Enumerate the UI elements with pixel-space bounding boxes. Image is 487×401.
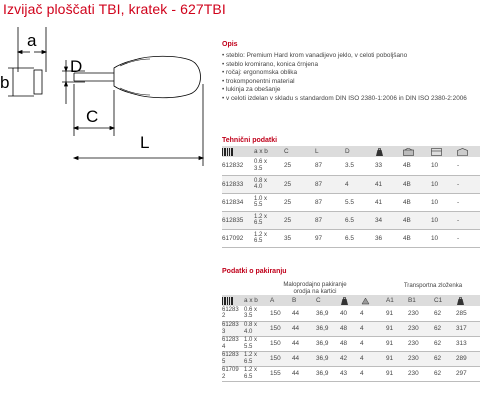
col-axb: a x b (254, 148, 268, 155)
group-retail-line2: orodja na kartici (293, 288, 337, 295)
cell-code-line2: 2 (222, 313, 226, 320)
col-c: C (316, 297, 321, 304)
cell-axb-a: 0.8 x (244, 322, 258, 329)
cell-package: 4B (403, 198, 411, 206)
page-title: Izvijač ploščati TBI, kratek - 627TBI (3, 1, 226, 17)
cell-a: 150 (270, 340, 281, 347)
label-L: L (140, 133, 150, 152)
barcode-icon (222, 295, 244, 306)
cell-c: 25 (284, 216, 292, 224)
cell-a1: 91 (386, 340, 394, 347)
description-list (222, 52, 484, 104)
cell-c: 35 (284, 234, 292, 242)
cell-c: 25 (284, 198, 292, 206)
cell-a: 150 (270, 309, 281, 317)
cell-code-line1: 61283 (222, 322, 239, 329)
list-item: • steblo: Premium Hard krom vanadijevo jeklo, v celoti poboljšano (222, 52, 408, 59)
cell-box: 10 (431, 180, 439, 188)
group-transport-box (386, 279, 480, 295)
weight-icon (340, 295, 360, 306)
cell-c: 36,9 (316, 340, 329, 347)
table-row (222, 229, 480, 247)
cell-a1: 91 (386, 355, 394, 362)
col-b: B (292, 297, 297, 304)
cell-a: 150 (270, 325, 281, 332)
cell-axb-a: 0.6 x (254, 159, 268, 166)
cell-qty: 4 (360, 309, 364, 317)
cell-d: 3.5 (345, 162, 354, 170)
cell-package: 4B (403, 216, 411, 224)
group-retail-packaging (270, 279, 360, 295)
cell-l: 87 (315, 216, 323, 224)
cell-axb-b: 3.5 (254, 165, 263, 172)
cell-box-weight: 317 (456, 325, 467, 332)
cell-code: 617092 (222, 234, 244, 242)
label-D: D (70, 57, 83, 76)
cell-axb (254, 229, 284, 247)
group-header-row (222, 279, 480, 295)
col-axb: a x b (244, 297, 258, 304)
cell-c: 36,9 (316, 325, 329, 332)
cell-axb (244, 321, 270, 336)
cell-b: 44 (292, 370, 300, 377)
cell-c: 36,9 (316, 355, 329, 362)
cell-weight: 42 (340, 355, 348, 362)
col-d: D (345, 148, 350, 155)
table-header-row (222, 295, 480, 306)
cell-d: 4 (345, 180, 349, 188)
cell-axb-b: 4.0 (254, 184, 263, 190)
cell-code-line1: 61283 (222, 306, 239, 313)
cell-axb (244, 351, 270, 366)
cell-axb-a: 1.0 x (254, 195, 268, 202)
cell-axb-b: 3.5 (244, 313, 253, 320)
cell-code: 612832 (222, 162, 244, 170)
cell-l: 87 (315, 198, 323, 206)
cell-axb (254, 175, 284, 193)
cell-carton: - (457, 216, 460, 224)
table-row (222, 175, 480, 193)
tehnicni-heading: Tehnični podatki (222, 137, 278, 144)
cell-code-line1: 61709 (222, 367, 239, 374)
cell-carton: - (457, 198, 460, 206)
cell-code: 612834 (222, 198, 244, 206)
barcode-icon (222, 146, 254, 157)
cell-axb-b: 4.0 (244, 328, 253, 335)
cell-box-weight: 313 (456, 340, 467, 347)
cell-weight: 41 (375, 198, 383, 206)
cell-c: 25 (284, 180, 292, 188)
cell-c: 36,9 (316, 309, 329, 317)
cell-box-weight: 285 (456, 309, 467, 317)
cell-d: 6.5 (345, 216, 354, 224)
cell-code: 612835 (222, 216, 244, 224)
table-row (222, 193, 480, 211)
list-item: • v celoti izdelan v skladu s standardom DIN ISO 2380-1:2006 in DIN ISO 2380-2:2006 (222, 94, 467, 102)
package-icon (403, 146, 431, 157)
cell-l: 87 (315, 180, 323, 188)
cell-axb (244, 306, 270, 321)
cell-axb-a: 1.2 x (244, 367, 258, 374)
cell-d: 5.5 (345, 198, 354, 206)
cell-box: 10 (431, 198, 439, 206)
cell-code-line2: 2 (222, 373, 226, 380)
packaging-table (222, 279, 480, 382)
opis-heading: Opis (222, 41, 238, 48)
package-icon (360, 295, 386, 306)
col-c1: C1 (434, 297, 443, 304)
cell-carton: - (457, 234, 460, 242)
group-transport-label: Transportna zloženka (403, 282, 463, 289)
cell-c: 25 (284, 162, 292, 170)
cell-a1: 91 (386, 309, 394, 317)
cell-qty: 4 (360, 340, 364, 347)
cell-code (222, 366, 244, 381)
table-row (222, 321, 480, 336)
cell-qty: 4 (360, 370, 364, 377)
cell-weight: 34 (375, 216, 383, 224)
label-a: a (27, 31, 37, 50)
cell-box: 10 (431, 216, 439, 224)
cell-weight: 43 (340, 370, 348, 377)
label-b: b (0, 73, 10, 92)
cell-c1: 62 (434, 340, 442, 347)
cell-code: 612833 (222, 180, 244, 188)
cell-axb-a: 0.8 x (254, 177, 268, 184)
cell-b1: 230 (408, 355, 419, 362)
cell-code (222, 336, 244, 351)
cell-b: 44 (292, 340, 300, 347)
cell-weight: 48 (340, 325, 348, 332)
cell-code (222, 306, 244, 321)
list-item: • ročaj: ergonomska oblika (222, 69, 298, 77)
technical-table (222, 146, 480, 248)
cell-c: 36,9 (316, 370, 329, 377)
cell-weight: 33 (375, 162, 383, 170)
cell-weight: 36 (375, 234, 383, 242)
weight-icon (375, 146, 403, 157)
col-l: L (315, 148, 319, 155)
cell-axb-a: 1.2 x (244, 352, 258, 359)
cell-b1: 230 (408, 340, 419, 347)
cell-box: 10 (431, 234, 439, 242)
table-row (222, 351, 480, 366)
pakiranje-heading: Podatki o pakiranju (222, 268, 287, 275)
table-row (222, 306, 480, 321)
cell-a: 155 (270, 370, 281, 377)
cell-axb-b: 6.5 (244, 373, 253, 380)
cell-axb-b: 6.5 (254, 238, 263, 244)
cell-carton: - (457, 180, 460, 188)
list-item: • lukinja za obešanje (222, 86, 281, 94)
cell-axb (254, 211, 284, 229)
cell-l: 97 (315, 234, 323, 242)
cell-qty: 4 (360, 355, 364, 362)
cell-weight: 48 (340, 340, 348, 347)
list-item: • trokomponentni material (222, 77, 295, 85)
cell-b: 44 (292, 309, 300, 317)
table-row (222, 366, 480, 381)
cell-c1: 62 (434, 355, 442, 362)
cell-axb-a: 1.2 x (254, 213, 268, 220)
cell-d: 6.5 (345, 234, 354, 242)
cell-a1: 91 (386, 325, 394, 332)
table-row (222, 336, 480, 351)
weight-icon (456, 295, 480, 306)
carton-icon (457, 146, 480, 157)
label-C: C (86, 107, 99, 126)
cell-axb-a: 1.2 x (254, 231, 268, 238)
cell-package: 4B (403, 180, 411, 188)
cell-l: 87 (315, 162, 323, 170)
cell-qty: 4 (360, 325, 364, 332)
cell-b: 44 (292, 355, 300, 362)
cell-box: 10 (431, 162, 439, 170)
col-a1: A1 (386, 297, 394, 304)
col-b1: B1 (408, 297, 416, 304)
cell-axb (244, 336, 270, 351)
cell-box-weight: 289 (456, 355, 467, 362)
box-icon (431, 146, 457, 157)
table-header-row (222, 146, 480, 157)
cell-b: 44 (292, 325, 300, 332)
cell-c1: 62 (434, 309, 442, 317)
cell-c1: 62 (434, 325, 442, 332)
cell-carton: - (457, 162, 460, 170)
cell-package: 4B (403, 234, 411, 242)
cell-axb (254, 193, 284, 211)
col-a: A (270, 297, 275, 304)
cell-axb-a: 0.6 x (244, 306, 258, 313)
table-row (222, 211, 480, 229)
cell-code-line1: 61283 (222, 352, 239, 359)
cell-axb-b: 5.5 (254, 202, 263, 208)
cell-a1: 91 (386, 370, 394, 377)
cell-code (222, 321, 244, 336)
cell-code-line1: 61283 (222, 337, 239, 344)
cell-axb (244, 366, 270, 381)
cell-code-line2: 5 (222, 358, 226, 365)
cell-code (222, 351, 244, 366)
cell-b1: 230 (408, 309, 419, 317)
cell-b1: 230 (408, 325, 419, 332)
cell-weight: 40 (340, 309, 348, 317)
list-item: • steblo kromirano, konica črnjena (222, 60, 319, 68)
cell-code-line2: 4 (222, 343, 226, 350)
cell-code-line2: 3 (222, 328, 226, 335)
group-retail-line1: Maloprodajno pakiranje (283, 281, 347, 288)
cell-axb-b: 6.5 (254, 220, 263, 226)
col-c: C (284, 148, 289, 155)
cell-axb-b: 6.5 (244, 358, 253, 365)
cell-axb-b: 5.5 (244, 343, 253, 350)
cell-a: 150 (270, 355, 281, 362)
cell-axb (254, 157, 284, 175)
screwdriver-drawing (0, 24, 215, 169)
cell-weight: 41 (375, 180, 383, 188)
cell-c1: 62 (434, 370, 442, 377)
cell-b1: 230 (408, 370, 419, 377)
cell-package: 4B (403, 162, 411, 170)
cell-box-weight: 297 (456, 370, 467, 377)
table-row (222, 157, 480, 175)
cell-axb-a: 1.0 x (244, 337, 258, 344)
